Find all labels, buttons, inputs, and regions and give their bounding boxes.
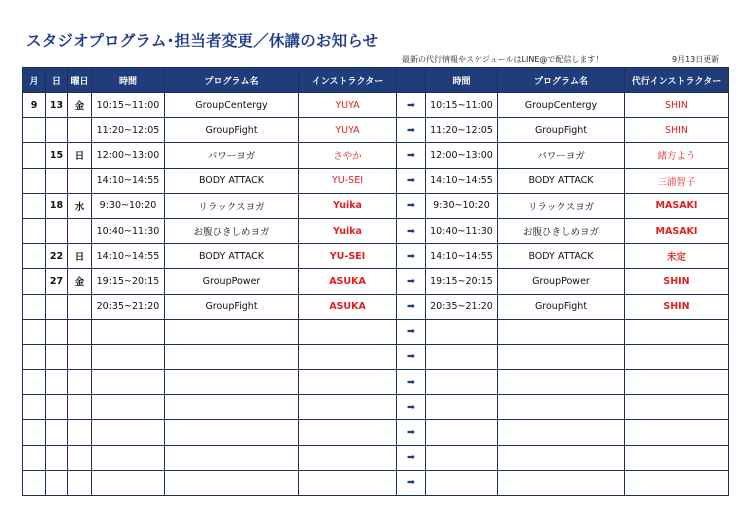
cell-instructor: YUYA [299,118,397,143]
cell-weekday: 金 [68,269,92,294]
cell-instructor: Yuika [299,218,397,243]
arrow-icon: ➡ [397,143,426,168]
cell-sub-instructor: 三浦智子 [625,168,729,193]
cell-instructor: Yuika [299,193,397,218]
cell-new-time: 12:00~13:00 [426,143,498,168]
empty-cell [92,344,165,369]
cell-day: 13 [46,93,68,118]
cell-weekday: 日 [68,244,92,269]
cell-time: 10:40~11:30 [92,218,165,243]
empty-cell [165,470,299,495]
arrow-icon: ➡ [397,168,426,193]
cell-new-time: 10:15~11:00 [426,93,498,118]
cell-sub-instructor: SHIN [625,269,729,294]
cell-new-time: 20:35~21:20 [426,294,498,319]
cell-month [23,294,46,319]
empty-cell [23,470,46,495]
cell-month [23,193,46,218]
cell-new-program: BODY ATTACK [498,244,625,269]
arrow-icon: ➡ [397,395,426,420]
cell-new-time: 10:40~11:30 [426,218,498,243]
empty-cell [165,420,299,445]
cell-weekday [68,118,92,143]
empty-cell [23,344,46,369]
cell-weekday: 水 [68,193,92,218]
cell-new-program: GroupPower [498,269,625,294]
cell-month [23,269,46,294]
cell-sub-instructor: 緒方よう [625,143,729,168]
empty-cell [426,445,498,470]
cell-day [46,118,68,143]
empty-cell [92,420,165,445]
arrow-icon: ➡ [397,470,426,495]
arrow-icon: ➡ [397,269,426,294]
cell-sub-instructor: SHIN [625,118,729,143]
cell-program: GroupPower [165,269,299,294]
col-time: 時間 [92,68,165,93]
cell-program: BODY ATTACK [165,168,299,193]
cell-time: 20:35~21:20 [92,294,165,319]
empty-cell [625,420,729,445]
line-notice: 最新の代行情報やスケジュールはLINE@で配信します！ [402,55,604,64]
empty-cell [299,344,397,369]
cell-program: GroupFight [165,118,299,143]
cell-day: 27 [46,269,68,294]
table-row [23,143,729,168]
empty-cell [23,420,46,445]
empty-cell [68,395,92,420]
empty-cell [165,319,299,344]
updated-date: 9月13日更新 [672,55,720,64]
arrow-icon: ➡ [397,118,426,143]
empty-cell [498,395,625,420]
table-row [23,294,729,319]
arrow-icon: ➡ [397,344,426,369]
empty-cell [498,319,625,344]
empty-cell [625,395,729,420]
empty-cell [46,344,68,369]
page-title: スタジオプログラム･担当者変更／休講のお知らせ [26,32,379,50]
cell-month [23,168,46,193]
empty-cell [92,395,165,420]
cell-weekday: 日 [68,143,92,168]
cell-new-program: GroupCentergy [498,93,625,118]
cell-time: 14:10~14:55 [92,244,165,269]
cell-new-program: パワーヨガ [498,143,625,168]
col-program: プログラム名 [165,68,299,93]
cell-instructor: さやか [299,143,397,168]
arrow-icon: ➡ [397,294,426,319]
empty-cell [23,395,46,420]
cell-day: 15 [46,143,68,168]
col-month: 月 [23,68,46,93]
cell-new-time: 9:30~10:20 [426,193,498,218]
empty-cell [625,319,729,344]
empty-cell [92,370,165,395]
table-row [23,193,729,218]
cell-new-time: 14:10~14:55 [426,168,498,193]
empty-cell [23,319,46,344]
cell-program: GroupFight [165,294,299,319]
cell-sub-instructor: SHIN [625,93,729,118]
table-row [23,218,729,243]
cell-month: 9 [23,93,46,118]
table-row [23,244,729,269]
empty-row [23,395,729,420]
empty-cell [426,420,498,445]
empty-cell [165,445,299,470]
schedule-table [22,67,729,496]
col-new-time: 時間 [426,68,498,93]
empty-cell [299,445,397,470]
empty-cell [498,344,625,369]
cell-new-program: BODY ATTACK [498,168,625,193]
arrow-icon: ➡ [397,370,426,395]
empty-cell [165,344,299,369]
cell-day: 22 [46,244,68,269]
col-day: 日 [46,68,68,93]
cell-day [46,294,68,319]
cell-program: GroupCentergy [165,93,299,118]
empty-cell [68,370,92,395]
cell-day: 18 [46,193,68,218]
empty-cell [299,470,397,495]
empty-row [23,370,729,395]
cell-sub-instructor: 未定 [625,244,729,269]
empty-cell [46,445,68,470]
cell-time: 11:20~12:05 [92,118,165,143]
cell-time: 9:30~10:20 [92,193,165,218]
col-sub-instructor: 代行インストラクター [625,68,729,93]
cell-month [23,143,46,168]
cell-sub-instructor: MASAKI [625,218,729,243]
empty-row [23,344,729,369]
arrow-icon: ➡ [397,244,426,269]
empty-cell [426,370,498,395]
cell-instructor: YU-SEI [299,168,397,193]
cell-sub-instructor: MASAKI [625,193,729,218]
col-weekday: 曜日 [68,68,92,93]
cell-new-time: 11:20~12:05 [426,118,498,143]
empty-cell [165,370,299,395]
cell-new-program: GroupFight [498,118,625,143]
col-new-program: プログラム名 [498,68,625,93]
empty-cell [625,445,729,470]
cell-weekday [68,218,92,243]
cell-instructor: ASUKA [299,294,397,319]
empty-cell [46,319,68,344]
empty-row [23,445,729,470]
cell-month [23,244,46,269]
arrow-icon: ➡ [397,93,426,118]
cell-new-program: GroupFight [498,294,625,319]
empty-cell [68,319,92,344]
arrow-icon: ➡ [397,420,426,445]
empty-cell [46,395,68,420]
table-row [23,269,729,294]
cell-month [23,118,46,143]
cell-new-program: お腹ひきしめヨガ [498,218,625,243]
arrow-icon: ➡ [397,218,426,243]
table-row [23,93,729,118]
cell-new-program: リラックスヨガ [498,193,625,218]
cell-time: 19:15~20:15 [92,269,165,294]
empty-cell [23,445,46,470]
empty-cell [165,395,299,420]
arrow-icon: ➡ [397,445,426,470]
col-arrow [397,68,426,93]
cell-day [46,218,68,243]
empty-cell [92,319,165,344]
cell-time: 12:00~13:00 [92,143,165,168]
empty-cell [68,420,92,445]
empty-cell [92,470,165,495]
empty-cell [68,470,92,495]
cell-time: 14:10~14:55 [92,168,165,193]
cell-program: リラックスヨガ [165,193,299,218]
cell-program: パワーヨガ [165,143,299,168]
empty-cell [625,370,729,395]
empty-cell [46,470,68,495]
empty-cell [68,344,92,369]
empty-cell [299,370,397,395]
cell-instructor: ASUKA [299,269,397,294]
cell-weekday [68,294,92,319]
empty-cell [625,344,729,369]
cell-new-time: 14:10~14:55 [426,244,498,269]
empty-cell [426,470,498,495]
cell-sub-instructor: SHIN [625,294,729,319]
empty-cell [68,445,92,470]
empty-cell [498,445,625,470]
header-row [23,68,729,93]
empty-cell [299,420,397,445]
empty-cell [498,370,625,395]
table-row [23,118,729,143]
empty-cell [625,470,729,495]
empty-row [23,420,729,445]
empty-cell [498,470,625,495]
cell-instructor: YUYA [299,93,397,118]
empty-cell [299,395,397,420]
arrow-icon: ➡ [397,193,426,218]
cell-day [46,168,68,193]
table-row [23,168,729,193]
col-instructor: インストラクター [299,68,397,93]
empty-row [23,319,729,344]
empty-cell [426,395,498,420]
empty-cell [498,420,625,445]
empty-cell [46,370,68,395]
cell-month [23,218,46,243]
empty-cell [46,420,68,445]
cell-program: BODY ATTACK [165,244,299,269]
arrow-icon: ➡ [397,319,426,344]
cell-time: 10:15~11:00 [92,93,165,118]
cell-weekday: 金 [68,93,92,118]
empty-cell [92,445,165,470]
cell-new-time: 19:15~20:15 [426,269,498,294]
cell-weekday [68,168,92,193]
cell-instructor: YU-SEI [299,244,397,269]
empty-cell [23,370,46,395]
empty-cell [299,319,397,344]
empty-cell [426,319,498,344]
empty-row [23,470,729,495]
empty-cell [426,344,498,369]
cell-program: お腹ひきしめヨガ [165,218,299,243]
